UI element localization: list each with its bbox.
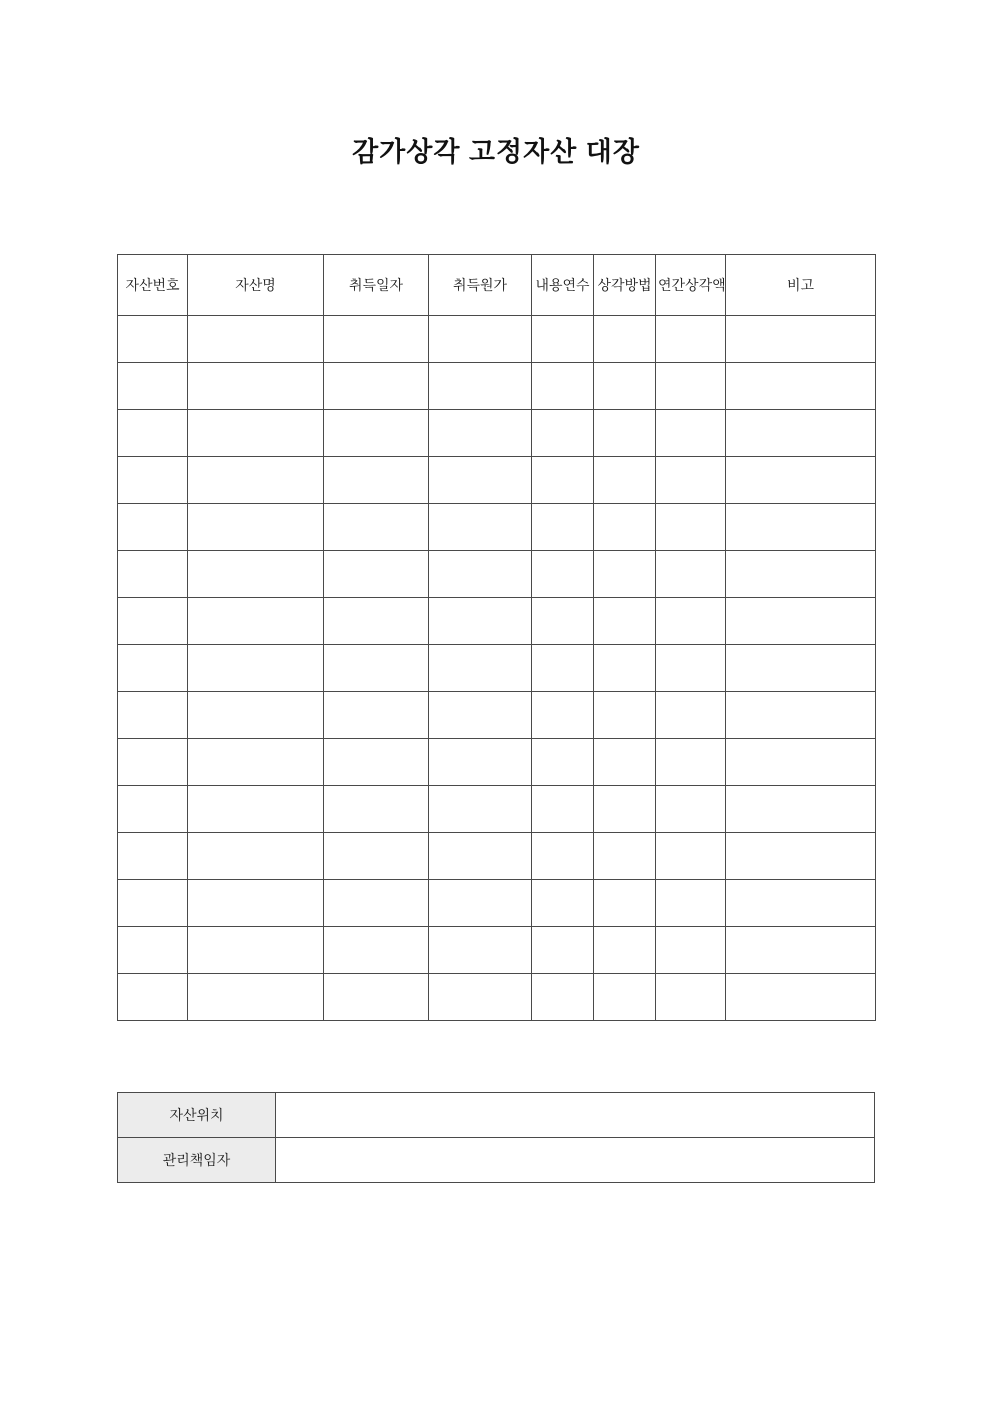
table-cell[interactable] xyxy=(118,363,188,410)
table-cell[interactable] xyxy=(324,363,429,410)
table-cell[interactable] xyxy=(429,692,532,739)
table-cell[interactable] xyxy=(726,598,876,645)
column-header-depreciation-method: 상각방법 xyxy=(594,255,656,316)
column-header-annual-depreciation: 연간상각액 xyxy=(656,255,726,316)
table-cell[interactable] xyxy=(594,363,656,410)
table-row xyxy=(118,974,876,1021)
table-cell[interactable] xyxy=(188,551,324,598)
table-cell[interactable] xyxy=(429,504,532,551)
table-cell[interactable] xyxy=(726,786,876,833)
table-cell[interactable] xyxy=(656,739,726,786)
table-cell[interactable] xyxy=(324,457,429,504)
label-manager: 관리책임자 xyxy=(118,1138,276,1183)
table-cell[interactable] xyxy=(324,692,429,739)
table-cell[interactable] xyxy=(118,786,188,833)
table-cell[interactable] xyxy=(532,363,594,410)
table-cell[interactable] xyxy=(656,551,726,598)
table-cell[interactable] xyxy=(594,316,656,363)
table-cell[interactable] xyxy=(429,974,532,1021)
table-cell[interactable] xyxy=(726,880,876,927)
table-cell[interactable] xyxy=(594,551,656,598)
table-header-row xyxy=(118,255,876,316)
table-cell[interactable] xyxy=(429,833,532,880)
table-cell[interactable] xyxy=(656,692,726,739)
column-header-acquisition-cost: 취득원가 xyxy=(429,255,532,316)
table-cell[interactable] xyxy=(594,739,656,786)
table-row xyxy=(118,739,876,786)
table-cell[interactable] xyxy=(188,739,324,786)
table-cell[interactable] xyxy=(188,410,324,457)
table-cell[interactable] xyxy=(118,974,188,1021)
table-cell[interactable] xyxy=(532,833,594,880)
table-cell[interactable] xyxy=(726,551,876,598)
table-cell[interactable] xyxy=(532,880,594,927)
table-cell[interactable] xyxy=(118,410,188,457)
table-cell[interactable] xyxy=(656,786,726,833)
table-cell[interactable] xyxy=(188,457,324,504)
table-cell[interactable] xyxy=(656,927,726,974)
table-cell[interactable] xyxy=(324,786,429,833)
table-cell[interactable] xyxy=(188,692,324,739)
table-cell[interactable] xyxy=(656,363,726,410)
label-asset-location: 자산위치 xyxy=(118,1093,276,1138)
table-row xyxy=(118,457,876,504)
table-cell[interactable] xyxy=(656,880,726,927)
table-cell[interactable] xyxy=(118,739,188,786)
table-cell[interactable] xyxy=(594,974,656,1021)
table-row xyxy=(118,316,876,363)
table-cell[interactable] xyxy=(656,457,726,504)
table-cell[interactable] xyxy=(656,598,726,645)
table-cell[interactable] xyxy=(188,833,324,880)
table-cell[interactable] xyxy=(188,504,324,551)
table-cell[interactable] xyxy=(429,880,532,927)
table-cell[interactable] xyxy=(324,598,429,645)
table-cell[interactable] xyxy=(188,363,324,410)
table-cell[interactable] xyxy=(324,410,429,457)
table-body xyxy=(118,316,876,1021)
table-cell[interactable] xyxy=(726,833,876,880)
table-cell[interactable] xyxy=(118,880,188,927)
field-manager[interactable] xyxy=(276,1138,875,1183)
table-cell[interactable] xyxy=(429,457,532,504)
table-row xyxy=(118,410,876,457)
table-row xyxy=(118,598,876,645)
table-row xyxy=(118,833,876,880)
table-cell[interactable] xyxy=(429,786,532,833)
table-cell[interactable] xyxy=(726,692,876,739)
table-row xyxy=(118,504,876,551)
table-cell[interactable] xyxy=(532,739,594,786)
table-cell[interactable] xyxy=(594,786,656,833)
asset-info-table xyxy=(117,1092,875,1183)
table-cell[interactable] xyxy=(188,786,324,833)
table-cell[interactable] xyxy=(726,645,876,692)
column-header-asset-number: 자산번호 xyxy=(118,255,188,316)
table-cell[interactable] xyxy=(594,504,656,551)
table-cell[interactable] xyxy=(118,316,188,363)
column-header-acquisition-date: 취득일자 xyxy=(324,255,429,316)
table-row xyxy=(118,880,876,927)
table-row xyxy=(118,786,876,833)
table-cell[interactable] xyxy=(429,363,532,410)
table-cell[interactable] xyxy=(532,786,594,833)
table-cell[interactable] xyxy=(324,833,429,880)
table-row-manager xyxy=(118,1138,875,1183)
table-cell[interactable] xyxy=(656,410,726,457)
table-cell[interactable] xyxy=(118,504,188,551)
table-cell[interactable] xyxy=(532,551,594,598)
table-cell[interactable] xyxy=(532,927,594,974)
column-header-asset-name: 자산명 xyxy=(188,255,324,316)
table-cell[interactable] xyxy=(532,598,594,645)
table-cell[interactable] xyxy=(726,504,876,551)
table-cell[interactable] xyxy=(594,833,656,880)
table-cell[interactable] xyxy=(429,739,532,786)
table-cell[interactable] xyxy=(118,927,188,974)
table-cell[interactable] xyxy=(188,645,324,692)
table-cell[interactable] xyxy=(726,316,876,363)
table-cell[interactable] xyxy=(594,410,656,457)
table-cell[interactable] xyxy=(324,504,429,551)
table-cell[interactable] xyxy=(594,927,656,974)
table-cell[interactable] xyxy=(188,974,324,1021)
table-cell[interactable] xyxy=(532,692,594,739)
table-cell[interactable] xyxy=(188,316,324,363)
table-cell[interactable] xyxy=(118,645,188,692)
table-row xyxy=(118,927,876,974)
column-header-remarks: 비고 xyxy=(726,255,876,316)
fixed-asset-ledger-table xyxy=(117,254,876,1021)
table-cell[interactable] xyxy=(324,927,429,974)
table-cell[interactable] xyxy=(429,410,532,457)
table-cell[interactable] xyxy=(324,645,429,692)
table-cell[interactable] xyxy=(532,645,594,692)
table-cell[interactable] xyxy=(532,316,594,363)
table-cell[interactable] xyxy=(656,645,726,692)
page-title: 감가상각 고정자산 대장 xyxy=(352,137,640,167)
table-cell[interactable] xyxy=(726,410,876,457)
table-cell[interactable] xyxy=(429,551,532,598)
table-cell[interactable] xyxy=(188,880,324,927)
table-cell[interactable] xyxy=(188,927,324,974)
table-row-asset-location xyxy=(118,1093,875,1138)
table-cell[interactable] xyxy=(726,457,876,504)
table-cell[interactable] xyxy=(594,598,656,645)
field-asset-location[interactable] xyxy=(276,1093,875,1138)
table-row xyxy=(118,363,876,410)
column-header-useful-life: 내용연수 xyxy=(532,255,594,316)
table-cell[interactable] xyxy=(324,880,429,927)
table-cell[interactable] xyxy=(188,598,324,645)
table-cell[interactable] xyxy=(594,457,656,504)
table-cell[interactable] xyxy=(532,504,594,551)
table-cell[interactable] xyxy=(726,363,876,410)
table-cell[interactable] xyxy=(324,739,429,786)
table-cell[interactable] xyxy=(324,974,429,1021)
table-cell[interactable] xyxy=(118,457,188,504)
table-row xyxy=(118,645,876,692)
table-cell[interactable] xyxy=(118,833,188,880)
table-row xyxy=(118,551,876,598)
table-cell[interactable] xyxy=(118,598,188,645)
table-cell[interactable] xyxy=(324,316,429,363)
table-cell[interactable] xyxy=(594,880,656,927)
table-cell[interactable] xyxy=(656,504,726,551)
table-cell[interactable] xyxy=(324,551,429,598)
table-cell[interactable] xyxy=(594,692,656,739)
table-cell[interactable] xyxy=(118,551,188,598)
table-cell[interactable] xyxy=(532,974,594,1021)
table-cell[interactable] xyxy=(429,645,532,692)
table-cell[interactable] xyxy=(726,974,876,1021)
table-cell[interactable] xyxy=(726,927,876,974)
table-cell[interactable] xyxy=(726,739,876,786)
table-cell[interactable] xyxy=(429,598,532,645)
table-cell[interactable] xyxy=(429,927,532,974)
table-row xyxy=(118,692,876,739)
table-cell[interactable] xyxy=(118,692,188,739)
table-cell[interactable] xyxy=(532,457,594,504)
table-cell[interactable] xyxy=(429,316,532,363)
table-cell[interactable] xyxy=(656,974,726,1021)
table-cell[interactable] xyxy=(656,833,726,880)
table-cell[interactable] xyxy=(532,410,594,457)
table-cell[interactable] xyxy=(594,645,656,692)
table-cell[interactable] xyxy=(656,316,726,363)
